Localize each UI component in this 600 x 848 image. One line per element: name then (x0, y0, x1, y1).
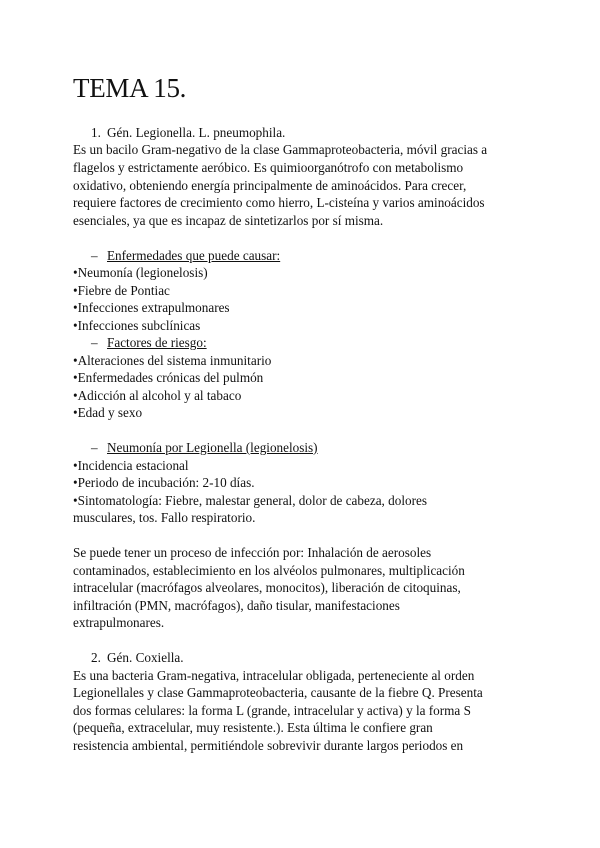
dash-bullet: – (91, 440, 98, 455)
section-heading: Gén. Legionella. L. pneumophila. (107, 125, 286, 140)
text-line: infiltración (PMN, macrófagos), daño tisular, manifestaciones (73, 598, 400, 613)
list-item: •Fiebre de Pontiac (73, 283, 170, 298)
dash-bullet: – (91, 335, 98, 350)
list-item: •Sintomatología: Fiebre, malestar general, dolor de cabeza, dolores (73, 493, 427, 508)
dash-bullet: – (91, 248, 98, 263)
text-line: (pequeña, extracelular, muy resistente.). Esta última le confiere gran (73, 720, 433, 735)
text-line: dos formas celulares: la forma L (grande, intracelular y activa) y la forma S (73, 703, 471, 718)
list-item: •Incidencia estacional (73, 458, 189, 473)
text-line: Es una bacteria Gram-negativa, intracelular obligada, perteneciente al orden (73, 668, 475, 683)
list-item: •Adicción al alcohol y al tabaco (73, 388, 242, 403)
text-line: resistencia ambiental, permitiéndole sobrevivir durante largos periodos en (73, 738, 464, 753)
text-line: intracelular (macrófagos alveolares, monocitos), liberación de citoquinas, (73, 580, 461, 595)
list-item: musculares, tos. Fallo respiratorio. (73, 510, 256, 525)
list-item: •Neumonía (legionelosis) (73, 265, 208, 280)
list-item: •Infecciones subclínicas (73, 318, 201, 333)
text-line: oxidativo, obteniendo energía principalmente de aminoácidos. Para crecer, (73, 178, 467, 193)
text-line: flagelos y estrictamente aeróbico. Es quimioorganótrofo con metabolismo (73, 160, 464, 175)
text-line: Es un bacilo Gram-negativo de la clase Gammaproteobacteria, móvil gracias a (73, 142, 488, 157)
subheading: Factores de riesgo: (107, 335, 207, 350)
list-item: •Edad y sexo (73, 405, 143, 420)
text-line: Se puede tener un proceso de infección por: Inhalación de aerosoles (73, 545, 432, 560)
text-line: requiere factores de crecimiento como hierro, L-cisteína y varios aminoácidos (73, 195, 485, 210)
list-item: •Infecciones extrapulmonares (73, 300, 230, 315)
text-line: Legionellales y clase Gammaproteobacteria, causante de la fiebre Q. Presenta (73, 685, 483, 700)
list-item: •Alteraciones del sistema inmunitario (73, 353, 272, 368)
section-number: 1. (91, 125, 101, 140)
section-heading: Gén. Coxiella. (107, 650, 184, 665)
list-item: •Enfermedades crónicas del pulmón (73, 370, 264, 385)
subheading: Neumonía por Legionella (legionelosis) (107, 440, 318, 455)
section-number: 2. (91, 650, 101, 665)
text-line: extrapulmonares. (73, 615, 165, 630)
text-line: esenciales, ya que es incapaz de sintetizarlos por sí misma. (73, 213, 384, 228)
text-line: contaminados, establecimiento en los alvéolos pulmonares, multiplicación (73, 563, 465, 578)
page-title: TEMA 15. (73, 73, 187, 103)
list-item: •Periodo de incubación: 2-10 días. (73, 475, 255, 490)
subheading: Enfermedades que puede causar: (107, 248, 281, 263)
